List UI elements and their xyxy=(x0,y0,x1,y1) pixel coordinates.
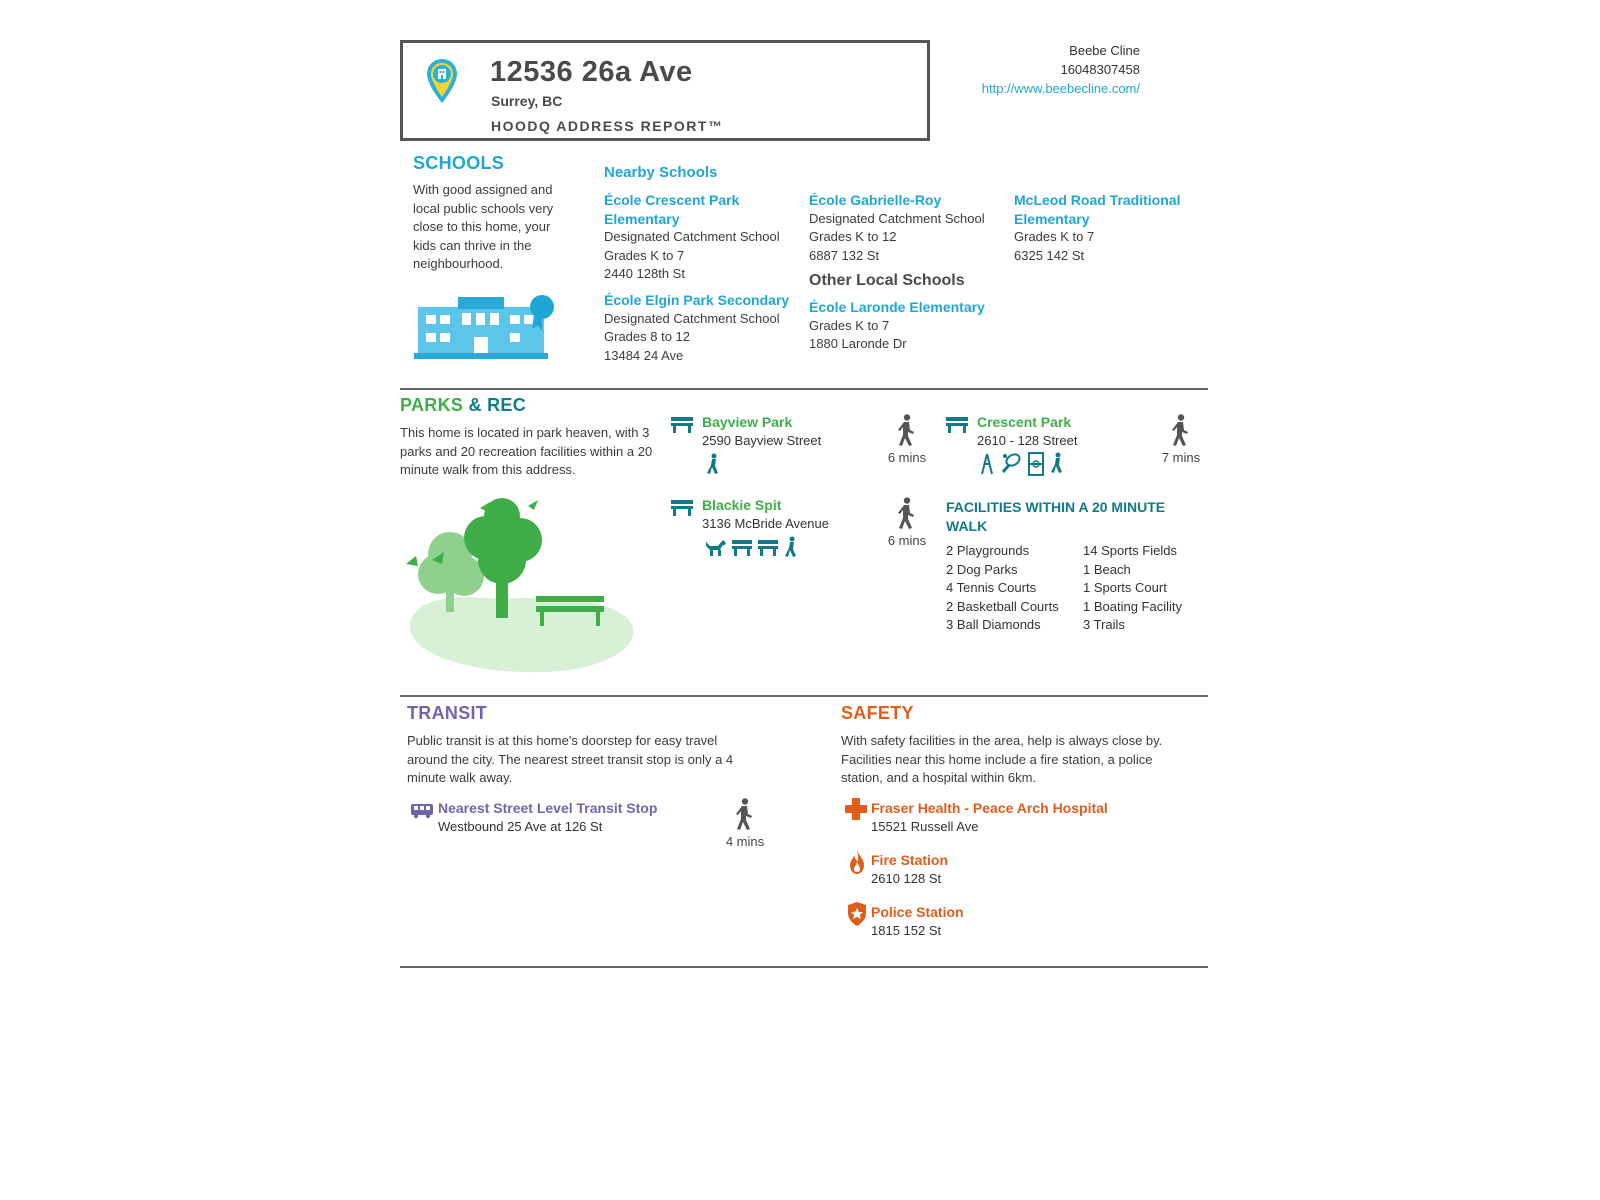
school-designation: Designated Catchment School xyxy=(604,310,780,326)
safety-facility-name[interactable]: Fraser Health - Peace Arch Hospital xyxy=(871,800,1108,816)
agent-phone: 16048307458 xyxy=(1060,62,1140,77)
school-name-cont[interactable]: Elementary xyxy=(604,210,680,227)
school-card xyxy=(604,191,804,284)
trail-runner-icon xyxy=(706,453,720,475)
transit-stop-address: Westbound 25 Ave at 126 St xyxy=(438,819,603,834)
nearby-schools-title: Nearby Schools xyxy=(604,164,718,181)
school-name[interactable]: École Crescent Park xyxy=(604,192,740,208)
transit-description-line: around the city. The nearest street transit stop is only a 4 xyxy=(407,751,734,767)
safety-description-line: station, and a hospital within 6km. xyxy=(841,770,1037,786)
section-divider xyxy=(400,695,1208,697)
park-bench-icon xyxy=(946,417,968,433)
walk-time: 6 mins xyxy=(887,450,927,465)
facility-item: 3 Ball Diamonds xyxy=(946,617,1041,633)
school-address: 6887 132 St xyxy=(809,247,880,263)
dog-park-icon xyxy=(706,540,726,556)
facility-item: 3 Trails xyxy=(1083,617,1125,633)
walking-person-icon xyxy=(1170,414,1190,446)
facility-item: 1 Boating Facility xyxy=(1083,598,1182,614)
agent-name: Beebe Cline xyxy=(1069,43,1140,58)
transit-description xyxy=(407,732,767,788)
other-schools-title: Other Local Schools xyxy=(809,272,965,289)
facility-item: 2 Playgrounds xyxy=(946,543,1030,558)
map-pin-icon xyxy=(425,57,459,105)
park-bench-icon xyxy=(671,417,693,433)
park-illustration-icon xyxy=(402,494,642,676)
school-card xyxy=(1014,191,1214,265)
bus-icon xyxy=(410,803,434,819)
school-grades: Grades K to 7 xyxy=(809,317,890,333)
transit-description-line: Public transit is at this home's doorstep for easy travel xyxy=(407,733,718,748)
facility-item: 14 Sports Fields xyxy=(1083,543,1177,558)
hospital-cross-icon xyxy=(845,798,867,820)
fire-flame-icon xyxy=(849,850,865,874)
walk-time: 6 mins xyxy=(887,533,927,548)
park-bench-icon xyxy=(671,500,693,516)
school-name[interactable]: École Laronde Elementary xyxy=(809,299,985,315)
school-address: 13484 24 Ave xyxy=(604,347,684,363)
park-amenity-icons xyxy=(979,452,1079,476)
report-label: HOODQ ADDRESS REPORT™ xyxy=(491,118,724,134)
safety-section-title: SAFETY xyxy=(841,703,914,723)
transit-stop-title[interactable]: Nearest Street Level Transit Stop xyxy=(438,800,658,816)
safety-description-line: Facilities near this home include a fire station, a police xyxy=(841,751,1153,767)
walking-person-icon xyxy=(734,798,754,830)
school-grades: Grades K to 7 xyxy=(1014,229,1095,245)
park-address: 2610 - 128 Street xyxy=(977,433,1078,448)
facilities-title-line: FACILITIES WITHIN A 20 MINUTE xyxy=(946,499,1166,515)
bench-icon xyxy=(732,540,752,556)
school-grades: Grades 8 to 12 xyxy=(604,329,690,345)
school-name[interactable]: McLeod Road Traditional xyxy=(1014,192,1181,208)
school-card xyxy=(809,298,1029,354)
school-address: 1880 Laronde Dr xyxy=(809,336,907,352)
school-grades: Grades K to 12 xyxy=(809,229,897,245)
transit-section-title: TRANSIT xyxy=(407,703,488,723)
school-name-cont[interactable]: Elementary xyxy=(1014,210,1090,227)
school-designation: Designated Catchment School xyxy=(809,210,985,226)
playground-icon xyxy=(982,454,992,474)
transit-description-line: minute walk away. xyxy=(407,770,513,786)
facility-item: 1 Sports Court xyxy=(1083,580,1167,596)
section-divider xyxy=(400,966,1208,968)
agent-contact xyxy=(982,41,1140,98)
bench-icon xyxy=(758,540,778,556)
tennis-icon xyxy=(1003,452,1022,472)
park-address: 2590 Bayview Street xyxy=(702,433,822,448)
school-grades: Grades K to 7 xyxy=(604,247,685,263)
walk-time: 7 mins xyxy=(1161,450,1201,465)
school-designation: Designated Catchment School xyxy=(604,229,780,245)
schools-description: With good assigned and local public schools very close to this home, your kids can thrive in the neighbourhood. xyxy=(413,182,554,272)
address-city: Surrey, BC xyxy=(491,93,563,109)
school-name[interactable]: École Elgin Park Secondary xyxy=(604,292,790,308)
park-address: 3136 McBride Avenue xyxy=(702,516,829,531)
section-divider xyxy=(400,388,1208,390)
trail-runner-icon xyxy=(1051,453,1062,474)
sports-field-icon xyxy=(1029,453,1043,475)
safety-facility-name[interactable]: Fire Station xyxy=(871,852,949,868)
walking-person-icon xyxy=(896,414,916,446)
parks-description: This home is located in park heaven, with 3 parks and 20 recreation facilities within a 20 minute walk from this address. xyxy=(400,425,653,478)
parks-section-title xyxy=(400,395,526,416)
facilities-title xyxy=(946,498,1165,535)
safety-facility-address: 2610 128 St xyxy=(871,871,942,886)
rec-title-part: & REC xyxy=(463,395,526,415)
walking-person-icon xyxy=(896,497,916,529)
park-amenity-icons xyxy=(704,536,804,560)
walk-time: 4 mins xyxy=(725,834,765,849)
schools-section-title: SCHOOLS xyxy=(413,153,505,173)
school-name[interactable]: École Gabrielle-Roy xyxy=(809,192,942,208)
safety-facility-address: 15521 Russell Ave xyxy=(871,819,979,834)
police-badge-icon xyxy=(847,902,867,926)
facility-item: 2 Dog Parks xyxy=(946,561,1018,577)
school-card xyxy=(604,291,804,365)
facilities-list-col1 xyxy=(946,542,1059,635)
trail-runner-icon xyxy=(785,537,796,558)
agent-website-link[interactable]: http://www.beebecline.com/ xyxy=(981,81,1140,96)
facilities-title-line: WALK xyxy=(946,517,988,534)
park-name[interactable]: Blackie Spit xyxy=(702,497,782,513)
safety-description-line: With safety facilities in the area, help is always close by. xyxy=(841,733,1163,748)
safety-facility-name[interactable]: Police Station xyxy=(871,904,964,920)
safety-facility-address: 1815 152 St xyxy=(871,923,942,938)
facility-item: 2 Basketball Courts xyxy=(946,598,1059,614)
facility-item: 1 Beach xyxy=(1083,561,1131,577)
school-address: 2440 128th St xyxy=(604,266,685,282)
school-address: 6325 142 St xyxy=(1014,247,1085,263)
school-building-icon xyxy=(414,293,558,363)
address-title: 12536 26a Ave xyxy=(490,56,693,88)
parks-title-part: PARKS xyxy=(400,395,464,415)
facilities-list-col2 xyxy=(1083,542,1182,635)
safety-description xyxy=(841,732,1201,788)
park-name[interactable]: Crescent Park xyxy=(977,414,1072,430)
facility-item: 4 Tennis Courts xyxy=(946,580,1037,596)
school-card xyxy=(809,191,1009,265)
park-name[interactable]: Bayview Park xyxy=(702,414,793,430)
